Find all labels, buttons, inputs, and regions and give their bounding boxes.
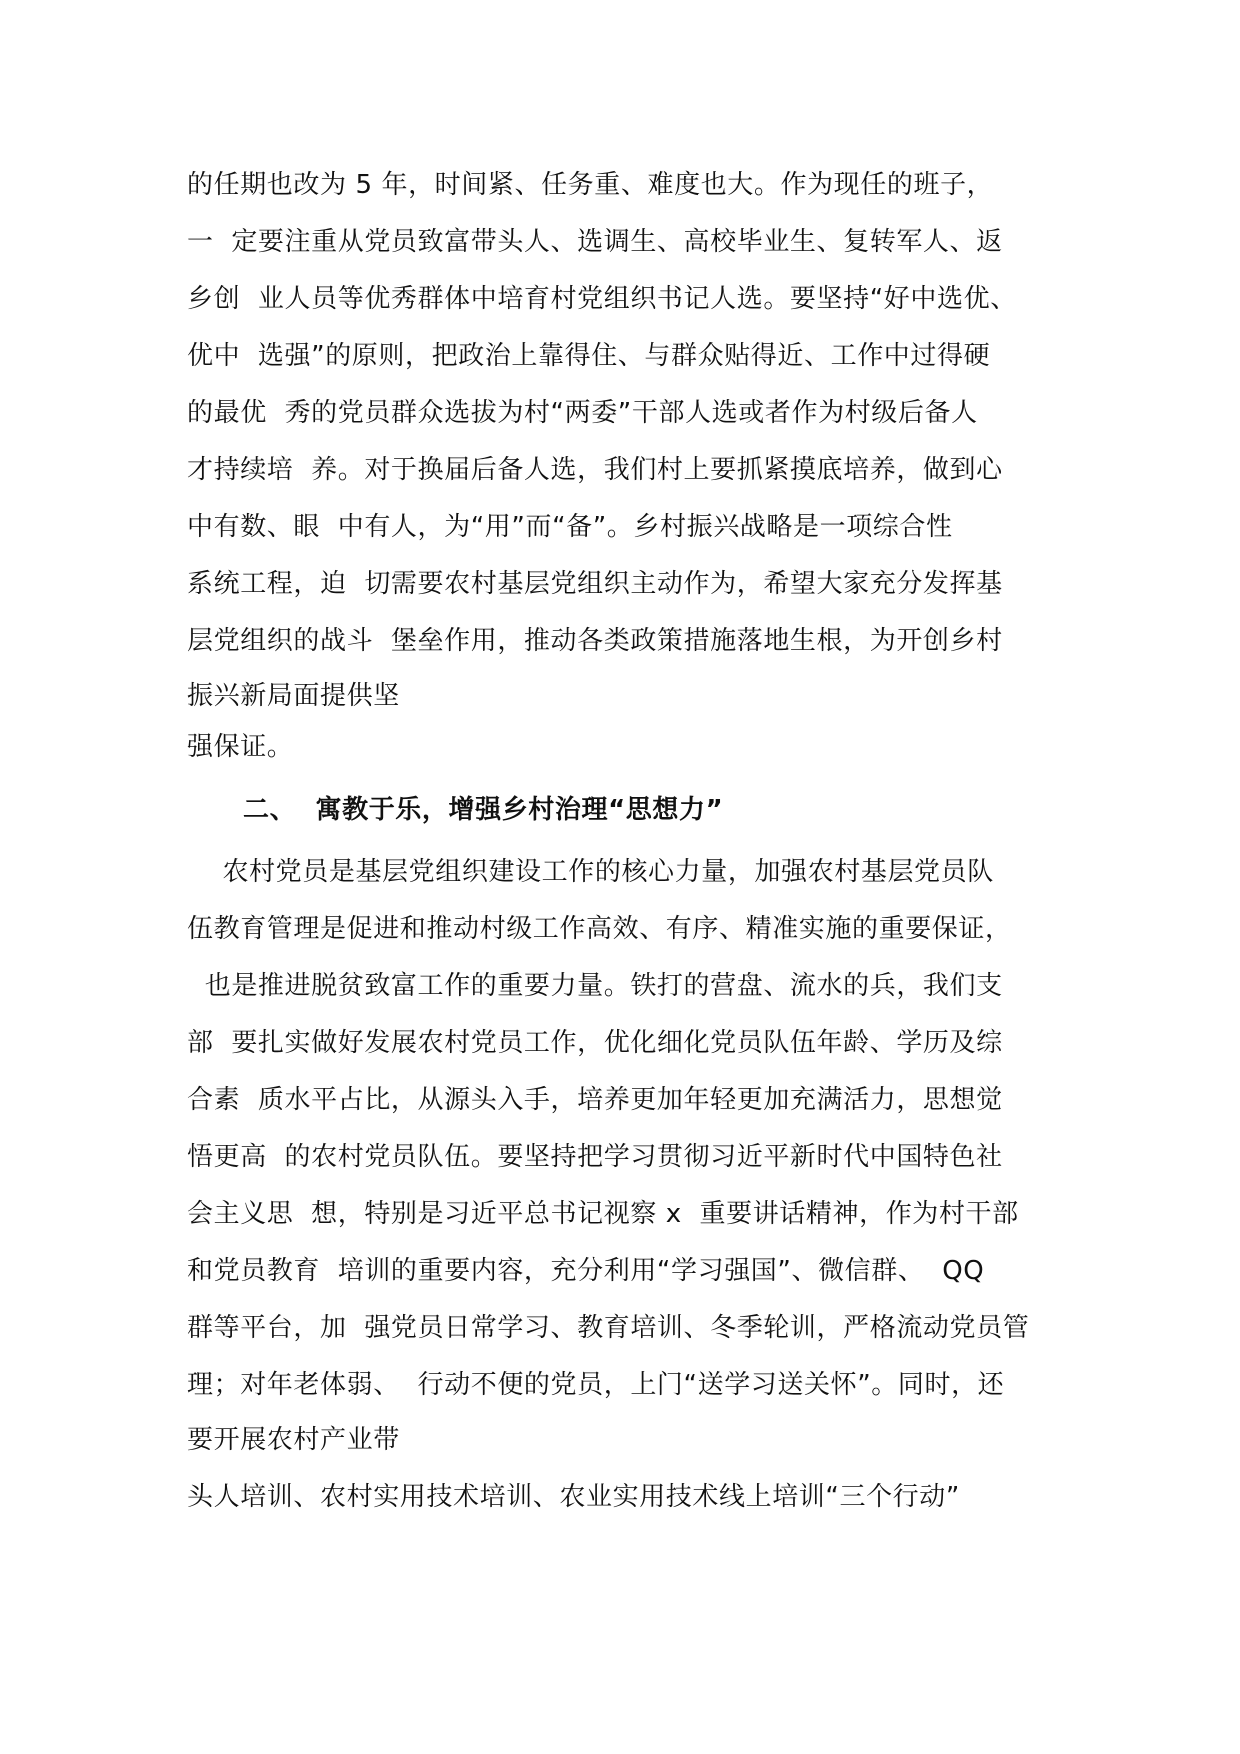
- paragraph-line: 头人培训、农村实用技术培训、农业实用技术线上培训“三个行动”: [187, 1482, 960, 1512]
- paragraph-line: 群等平台，加 强党员日常学习、教育培训、冬季轮训，严格流动党员管: [187, 1313, 1030, 1343]
- paragraph-line: 乡创 业人员等优秀群体中培育村党组织书记人选。要坚持“好中选优、: [187, 284, 1017, 314]
- paragraph-line: 也是推进脱贫致富工作的重要力量。铁打的营盘、流水的兵，我们支: [187, 971, 1003, 1001]
- paragraph-line: 合素 质水平占比，从源头入手，培养更加年轻更加充满活力，思想觉: [187, 1085, 1003, 1115]
- paragraph-line: 伍教育管理是促进和推动村级工作高效、有序、精准实施的重要保证，: [187, 914, 1012, 944]
- paragraph-line: 层党组织的战斗 堡垒作用，推动各类政策措施落地生根，为开创乡村: [187, 626, 1003, 656]
- paragraph-line: 会主义思 想，特别是习近平总书记视察 x 重要讲话精神，作为村干部: [187, 1199, 1019, 1229]
- paragraph-line: 农村党员是基层党组织建设工作的核心力量，加强农村基层党员队: [187, 857, 994, 887]
- paragraph-line: 振兴新局面提供坚: [187, 681, 400, 711]
- paragraph-line: 要开展农村产业带: [187, 1425, 400, 1455]
- paragraph-line: 强保证。: [187, 732, 294, 762]
- paragraph-line: 系统工程，迫 切需要农村基层党组织主动作为，希望大家充分发挥基: [187, 569, 1003, 599]
- paragraph-line: 中有数、眼 中有人，为“用”而“备”。乡村振兴战略是一项综合性: [187, 512, 953, 542]
- paragraph-line: 理；对年老体弱、 行动不便的党员，上门“送学习送关怀”。同时，还: [187, 1370, 1005, 1400]
- paragraph-line: 才持续培 养。对于换届后备人选，我们村上要抓紧摸底培养，做到心: [187, 455, 1003, 485]
- paragraph-line: 部 要扎实做好发展农村党员工作，优化细化党员队伍年龄、学历及综: [187, 1028, 1003, 1058]
- paragraph-line: 和党员教育 培训的重要内容，充分利用“学习强国”、微信群、 QQ: [187, 1256, 985, 1286]
- paragraph-line: 优中 选强”的原则，把政治上靠得住、与群众贴得近、工作中过得硬: [187, 341, 991, 371]
- section-heading: 二、 寓教于乐，增强乡村治理“思想力”: [243, 795, 724, 825]
- paragraph-line: 悟更高 的农村党员队伍。要坚持把学习贯彻习近平新时代中国特色社: [187, 1142, 1003, 1172]
- paragraph-line: 一 定要注重从党员致富带头人、选调生、高校毕业生、复转军人、返: [187, 227, 1003, 257]
- paragraph-line: 的任期也改为 5 年，时间紧、任务重、难度也大。作为现任的班子，: [187, 170, 994, 200]
- paragraph-line: 的最优 秀的党员群众选拔为村“两委”干部人选或者作为村级后备人: [187, 398, 978, 428]
